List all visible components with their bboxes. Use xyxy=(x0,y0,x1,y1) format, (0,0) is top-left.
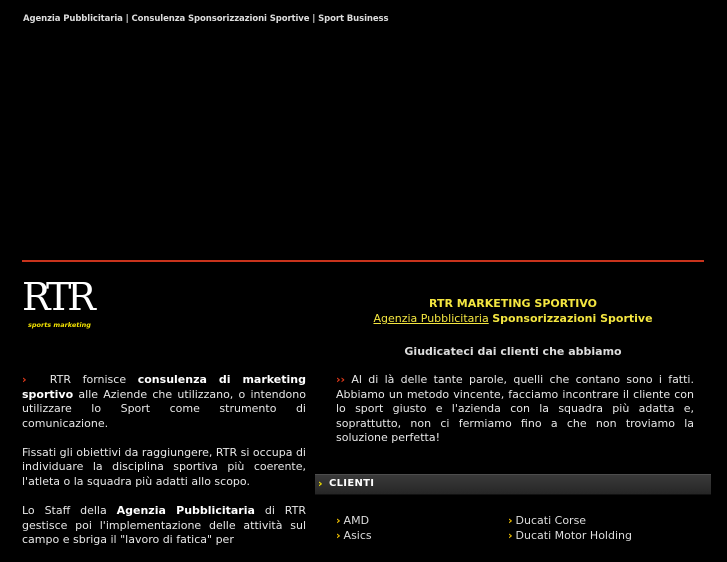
clients-heading: Giudicateci dai clienti che abbiamo xyxy=(404,345,622,358)
right-paragraph: Al di là delle tante parole, quelli che contano sono i fatti. Abbiamo un metodo vincente, facciamo incontrare il cliente con lo sport giusto e l'azienda con la squadra più adatta e, soprattutto, non ci fermiamo fino a che non troviamo la soluzione perfetta! xyxy=(336,373,694,445)
sponsorizzazioni-label: Sponsorizzazioni Sportive xyxy=(492,312,653,325)
client-item-ducati-corse[interactable] xyxy=(508,513,586,528)
logo-tagline: sports marketing xyxy=(28,321,91,329)
chevron-right-icon: › xyxy=(336,514,341,527)
header-divider xyxy=(22,260,704,262)
left-column-text xyxy=(22,373,306,562)
arrow-icon: › xyxy=(22,373,27,386)
p3-suffix: di RTR gestisce poi l'implementazione delle attività sul campo e sbriga il "lavoro di fatica" per xyxy=(22,504,306,547)
chevron-right-icon: › xyxy=(336,529,341,542)
left-paragraph-1 xyxy=(22,373,306,431)
client-label: Ducati Motor Holding xyxy=(515,529,632,542)
header-tagline: Agenzia Pubblicitaria | Consulenza Sponsorizzazioni Sportive | Sport Business xyxy=(23,14,389,24)
intro-subtitle xyxy=(315,311,711,327)
agenzia-link[interactable]: Agenzia Pubblicitaria xyxy=(373,312,489,325)
client-label: Asics xyxy=(343,529,372,542)
chevron-right-icon: › xyxy=(318,477,323,490)
client-label: AMD xyxy=(343,514,370,527)
page-title: RTR MARKETING SPORTIVO xyxy=(429,297,597,310)
left-paragraph-3 xyxy=(22,504,306,548)
client-label: Ducati Corse xyxy=(515,514,587,527)
clienti-section-bar xyxy=(315,474,711,495)
logo-mark: RTR xyxy=(22,275,92,319)
p1-suffix: alle Aziende che utilizzano, o intendono utilizzare lo Sport come strumento di comunicazione. xyxy=(22,387,306,430)
intro-heading xyxy=(315,296,711,327)
clienti-label: CLIENTI xyxy=(329,478,375,489)
chevron-right-icon: › xyxy=(508,514,513,527)
client-item-amd[interactable] xyxy=(336,513,369,528)
right-column-text xyxy=(336,373,694,446)
p1-bold: consulenza di marketing sportivo xyxy=(22,373,306,401)
rtr-logo[interactable] xyxy=(22,277,102,333)
client-item-asics[interactable] xyxy=(336,528,372,543)
client-item-ducati-motor-holding[interactable] xyxy=(508,528,632,543)
p3-bold: Agenzia Pubblicitaria xyxy=(116,504,255,518)
p3-prefix: Lo Staff della xyxy=(22,504,117,518)
chevron-right-icon: › xyxy=(508,529,513,542)
double-arrow-icon: ›› xyxy=(336,373,346,386)
p1-prefix: RTR fornisce xyxy=(49,373,138,386)
left-paragraph-2: Fissati gli obiettivi da raggiungere, RTR si occupa di individuare la disciplina sportiva più coerente, l'atleta o la squadra più adatti allo scopo. xyxy=(22,445,306,489)
